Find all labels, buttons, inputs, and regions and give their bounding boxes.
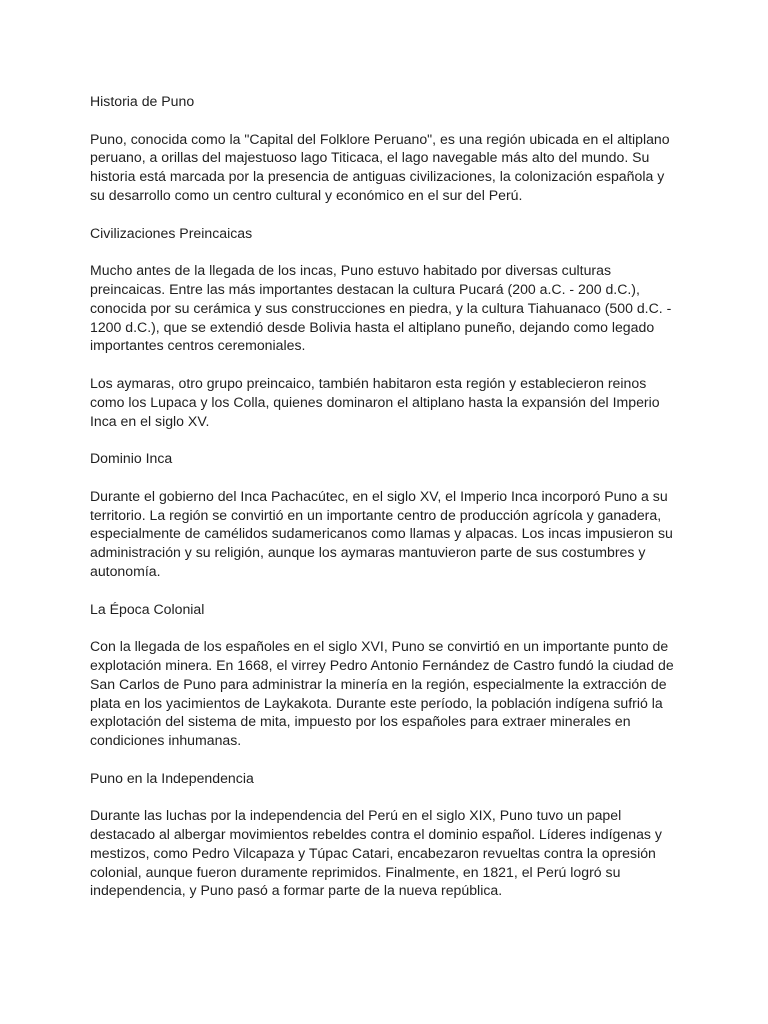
section-heading-dominio-inca: Dominio Inca [90, 450, 173, 467]
section-paragraph: Durante las luchas por la independencia del Perú en el siglo XIX, Puno tuvo un papel destacado al albergar movimientos rebeldes contra el dominio español. Líderes indígenas y mestizos, como Pedro Vilcapaza y Túpac Catari, encabezaron revueltas contra la opresión colonial, aunque fueron duramente reprimidos. Finalmente, en 1821, el Perú logró su independencia, y Puno pasó a formar parte de la nueva república. [90, 807, 662, 899]
section-heading-epoca-colonial: La Época Colonial [90, 600, 205, 617]
section-heading-independencia: Puno en la Independencia [90, 769, 254, 786]
section-heading-preincaicas: Civilizaciones Preincaicas [90, 224, 253, 241]
document-page [90, 92, 682, 919]
document-title: Historia de Puno [90, 93, 195, 109]
section-paragraph: Con la llegada de los españoles en el siglo XVI, Puno se convirtió en un importante punto de explotación minera. En 1668, el virrey Pedro Antonio Fernández de Castro fundó la ciudad de San Carlos de Puno para administrar la minería en la región, especialmente la extracción de plata en los yacimientos de Laykakota. Durante este período, la población indígena sufrió la explotación del sistema de mita, impuesto por los españoles para extraer minerales en condiciones inhumanas. [90, 638, 674, 749]
section-paragraph: Durante el gobierno del Inca Pachacútec, en el siglo XV, el Imperio Inca incorporó Puno a su territorio. La región se convirtió en un importante centro de producción agrícola y ganadera, especialmente de camélidos sudamericanos como llamas y alpacas. Los incas impusieron su administración y su religión, aunque los aymaras mantuvieron parte de sus costumbres y autonomía. [90, 487, 673, 579]
section-paragraph: Mucho antes de la llegada de los incas, Puno estuvo habitado por diversas culturas preincaicas. Entre las más importantes destacan la cultura Pucará (200 a.C. - 200 d.C.), conocida por su cerámica y sus construcciones en piedra, y la cultura Tiahuanaco (500 d.C. - 1200 d.C.), que se extendió desde Bolivia hasta el altiplano puneño, dejando como legado importantes centros ceremoniales. [90, 262, 672, 354]
intro-paragraph: Puno, conocida como la "Capital del Folklore Peruano", es una región ubicada en el altiplano peruano, a orillas del majestuoso lago Titicaca, el lago navegable más alto del mundo. Su historia está marcada por la presencia de antiguas civilizaciones, la colonización española y su desarrollo como un centro cultural y económico en el sur del Perú. [90, 130, 670, 203]
section-paragraph: Los aymaras, otro grupo preincaico, también habitaron esta región y establecieron reinos como los Lupaca y los Colla, quienes dominaron el altiplano hasta la expansión del Imperio Inca en el siglo XV. [90, 374, 660, 429]
